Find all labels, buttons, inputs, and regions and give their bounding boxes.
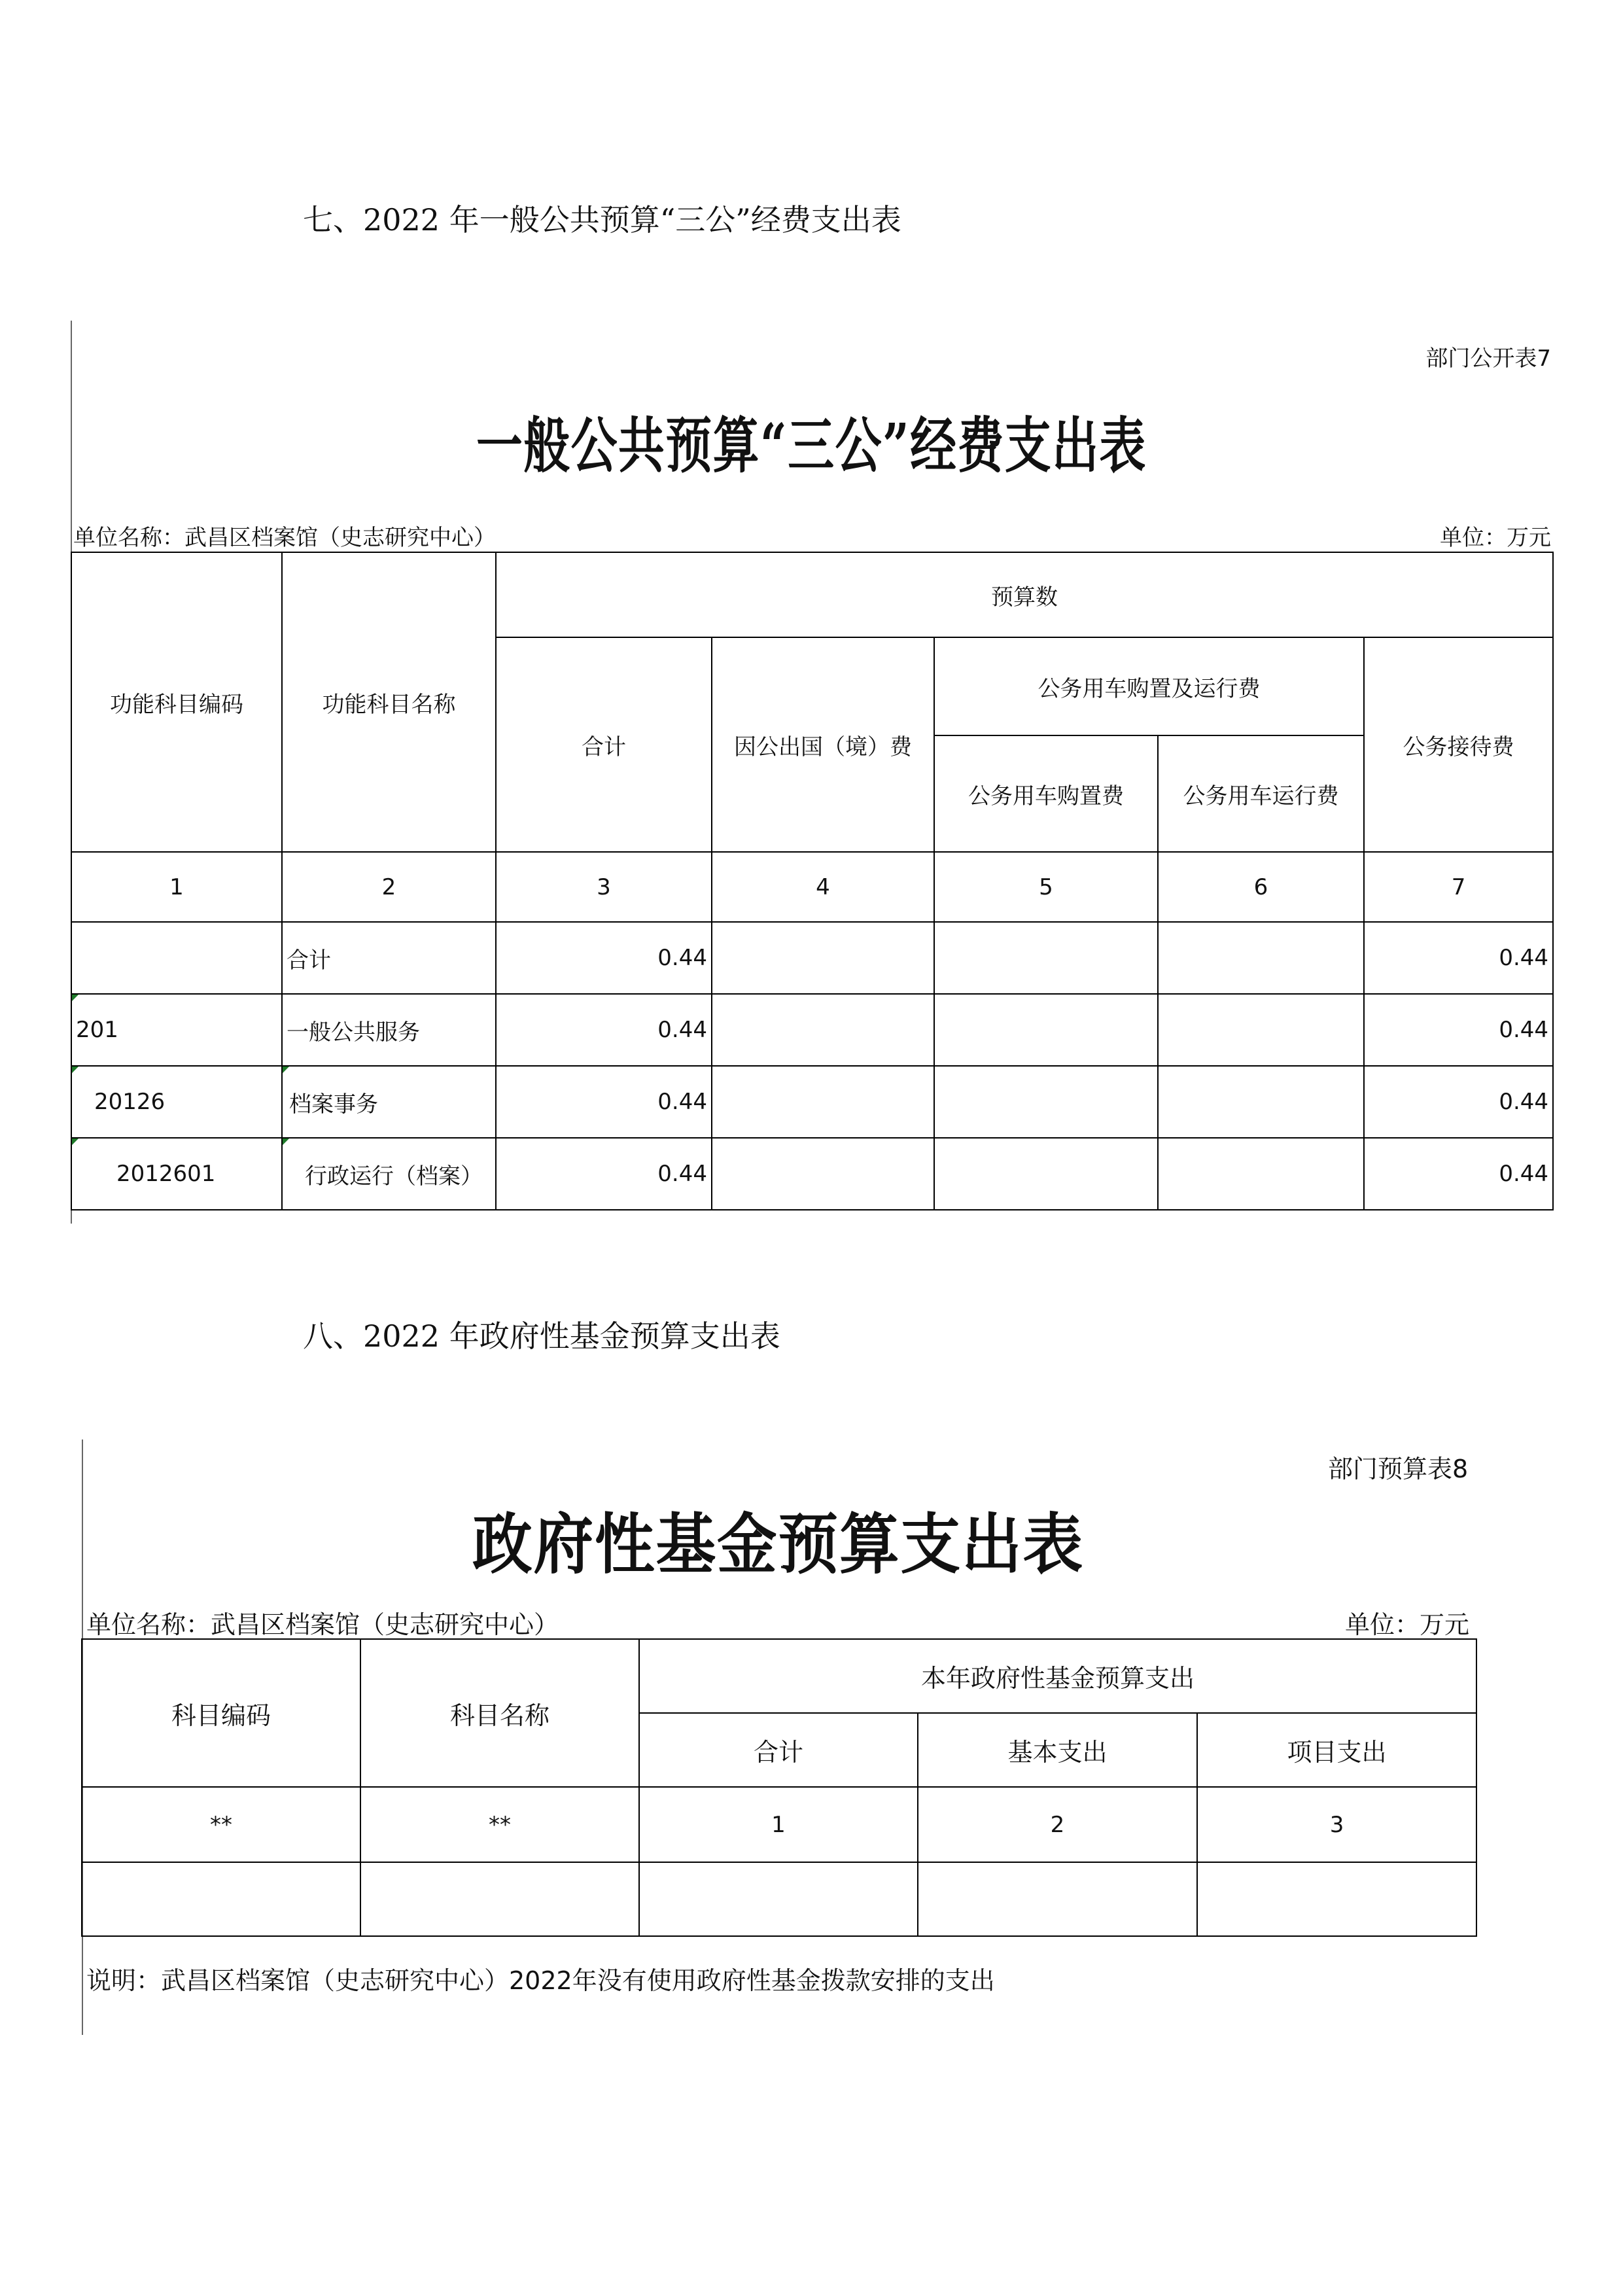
row-reception: 0.44: [1364, 922, 1553, 994]
table-row: [71, 994, 1553, 1066]
row-vehicle-operation: [1158, 1138, 1364, 1210]
row-code: [71, 922, 282, 994]
row-vehicle-purchase: [934, 922, 1158, 994]
row-reception: 0.44: [1364, 1138, 1553, 1210]
header-vehicle-purchase: 公务用车购置费: [934, 735, 1158, 852]
column-number: 4: [712, 852, 934, 922]
header-total: 合计: [639, 1713, 918, 1787]
row-total: 0.44: [496, 994, 712, 1066]
row-vehicle-operation: [1158, 1066, 1364, 1138]
row-abroad: [712, 1138, 934, 1210]
row-abroad: [712, 922, 934, 994]
header-abroad-expense: 因公出国（境）费: [712, 637, 934, 852]
row-total: 0.44: [496, 1138, 712, 1210]
column-number: 1: [71, 852, 282, 922]
table-row: [82, 1862, 1476, 1936]
row-total: 0.44: [496, 1066, 712, 1138]
index-cell: 1: [639, 1787, 918, 1862]
table-7-unit: 单位：万元: [1440, 525, 1551, 551]
header-function-code: 功能科目编码: [71, 552, 282, 852]
index-cell: **: [82, 1787, 360, 1862]
row-vehicle-operation: [1158, 994, 1364, 1066]
header-vehicle-expense: 公务用车购置及运行费: [934, 637, 1364, 735]
section-7-heading: 七、2022 年一般公共预算“三公”经费支出表: [303, 202, 901, 238]
column-number: 7: [1364, 852, 1553, 922]
government-fund-table: [81, 1638, 1477, 1937]
header-function-name: 功能科目名称: [282, 552, 496, 852]
row-abroad: [712, 994, 934, 1066]
row-code: 201: [71, 994, 282, 1066]
empty-cell: [918, 1862, 1197, 1936]
row-name: 行政运行（档案）: [282, 1138, 496, 1210]
index-row: [82, 1787, 1476, 1862]
three-public-expense-table: [71, 552, 1554, 1210]
empty-cell: [639, 1862, 918, 1936]
row-name: 档案事务: [282, 1066, 496, 1138]
index-cell: **: [360, 1787, 639, 1862]
column-number-row: [71, 852, 1553, 922]
header-project-expense: 项目支出: [1197, 1713, 1476, 1787]
table-8-title: 政府性基金预算支出表: [472, 1506, 1084, 1583]
column-number: 6: [1158, 852, 1364, 922]
empty-cell: [82, 1862, 360, 1936]
row-total: 0.44: [496, 922, 712, 994]
header-vehicle-operation: 公务用车运行费: [1158, 735, 1364, 852]
table-row: [71, 1138, 1553, 1210]
table-row: [71, 922, 1553, 994]
header-subject-code: 科目编码: [82, 1639, 360, 1787]
empty-cell: [1197, 1862, 1476, 1936]
row-reception: 0.44: [1364, 994, 1553, 1066]
column-number: 5: [934, 852, 1158, 922]
header-budget: 预算数: [496, 552, 1553, 637]
table-8-unit: 单位：万元: [1344, 1610, 1469, 1639]
row-vehicle-purchase: [934, 1066, 1158, 1138]
column-number: 2: [282, 852, 496, 922]
row-reception: 0.44: [1364, 1066, 1553, 1138]
table-8-unit-name: 单位名称：武昌区档案馆（史志研究中心）: [86, 1610, 559, 1639]
index-cell: 3: [1197, 1787, 1476, 1862]
header-subject-name: 科目名称: [360, 1639, 639, 1787]
table-7-code: 部门公开表7: [1425, 345, 1551, 372]
table-7-unit-name: 单位名称：武昌区档案馆（史志研究中心）: [73, 525, 496, 551]
table-7-title: 一般公共预算“三公”经费支出表: [476, 410, 1147, 481]
header-total: 合计: [496, 637, 712, 852]
row-name: 一般公共服务: [282, 994, 496, 1066]
row-vehicle-operation: [1158, 922, 1364, 994]
row-vehicle-purchase: [934, 994, 1158, 1066]
header-basic-expense: 基本支出: [918, 1713, 1197, 1787]
row-vehicle-purchase: [934, 1138, 1158, 1210]
empty-cell: [360, 1862, 639, 1936]
header-fund-expense: 本年政府性基金预算支出: [639, 1639, 1476, 1713]
index-cell: 2: [918, 1787, 1197, 1862]
table-8-code: 部门预算表8: [1328, 1455, 1469, 1483]
row-code: 2012601: [71, 1138, 282, 1210]
header-reception-expense: 公务接待费: [1364, 637, 1553, 852]
column-number: 3: [496, 852, 712, 922]
row-code: 20126: [71, 1066, 282, 1138]
row-abroad: [712, 1066, 934, 1138]
table-row: [71, 1066, 1553, 1138]
table-8-note: 说明：武昌区档案馆（史志研究中心）2022年没有使用政府性基金拨款安排的支出: [86, 1966, 995, 1995]
section-8-heading: 八、2022 年政府性基金预算支出表: [303, 1318, 780, 1354]
row-name: 合计: [282, 922, 496, 994]
